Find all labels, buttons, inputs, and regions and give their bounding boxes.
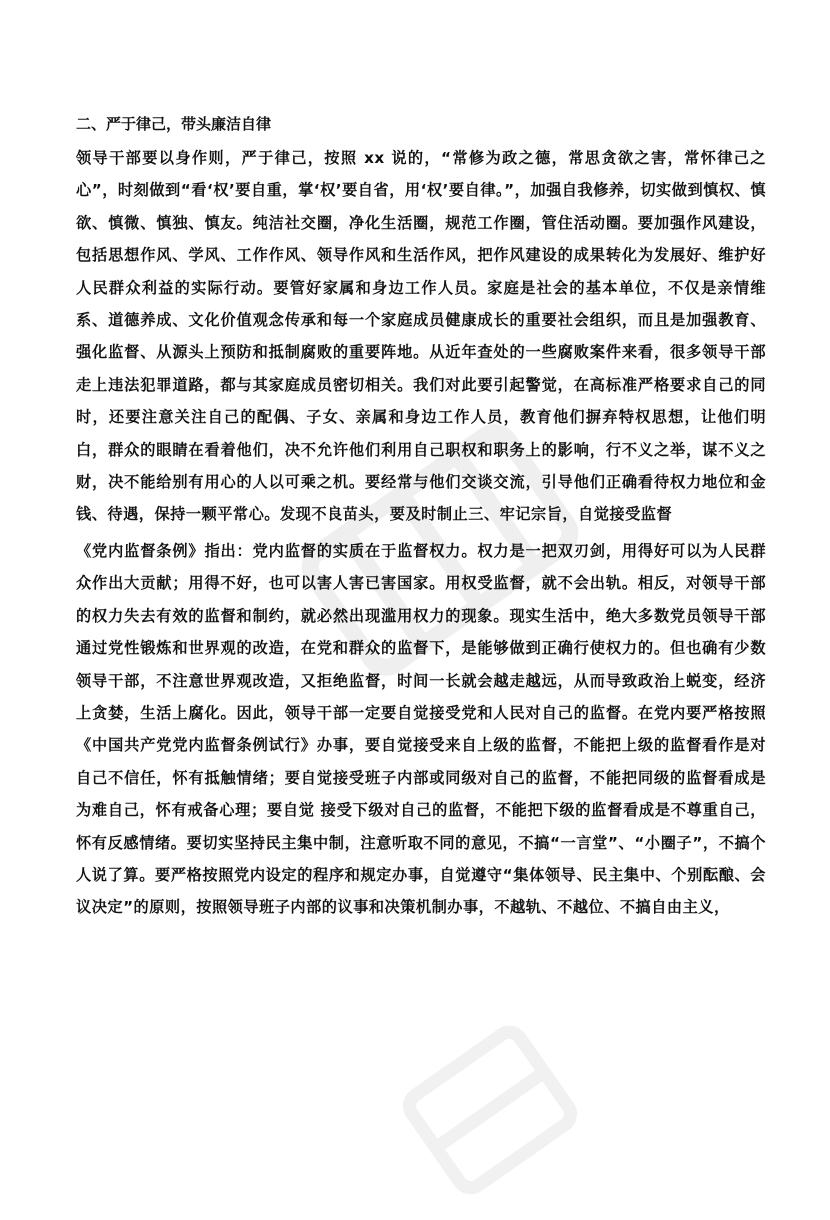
document-body — [76, 108, 766, 924]
body-paragraph-1: 领导干部要以身作则，严于律己，按照 xx 说的，“常修为政之德，常思贪欲之害，常怀律己之心”，时刻做到“看‘权’要自重，掌‘权’要自省，用‘权’要自律。”，加强自我修养，切实做到慎权、慎欲、慎微、慎独、慎友。纯洁社交圈，净化生活圈，规范工作圈，管住活动圈。要加强作风建设，包括思想作风、学风、工作作风、领导作风和生活作风，把作风建设的成果转化为发展好、维护好人民群众利益的实际行动。要管好家属和身边工作人员。家庭是社会的基本单位，不仅是亲情维系、道德养成、文化价值观念传承和每一个家庭成员健康成长的重要社会组织，而且是加强教育、强化监督、从源头上预防和抵制腐败的重要阵地。从近年查处的一些腐败案件来看，很多领导干部走上违法犯罪道路，都与其家庭成员密切相关。我们对此要引起警觉，在高标准严格要求自己的同时，还要注意关注自己的配偶、子女、亲属和身边工作人员，教育他们摒弃特权思想，让他们明白，群众的眼睛在看着他们，决不允许他们利用自己职权和职务上的影响，行不义之举，谋不义之财，决不能给别有用心的人以可乘之机。要经常与他们交谈交流，引导他们正确看待权力地位和金钱、待遇，保持一颗平常心。发现不良苗头，要及时制止三、牢记宗旨，自觉接受监督 — [76, 149, 766, 524]
body-paragraph-2: 《党内监督条例》指出：党内监督的实质在于监督权力。权力是一把双刃剑，用得好可以为人民群众作出大贡献；用得不好，也可以害人害已害国家。用权受监督，就不会出轨。相反，对领导干部的权力失去有效的监督和制约，就必然出现滥用权力的现象。现实生活中，绝大多数党员领导干部通过党性锻炼和世界观的改造，在党和群众的监督下，是能够做到正确行使权力的。但也确有少数领导干部，不注意世界观改造，又拒绝监督，时间一长就会越走越远，从而导致政治上蜕变，经济上贪婪，生活上腐化。因此，领导干部一定要自觉接受党和人民对自己的监督。在党内要严格按照《中国共产党党内监督条例试行》办事，要自觉接受来自上级的监督，不能把上级的监督看作是对自己不信任，怀有抵触情绪；要自觉接受班子内部或同级对自己的监督，不能把同级的监督看成是为难自己，怀有戒备心理；要自觉 接受下级对自己的监督，不能把下级的监督看成是不尊重自己，怀有反感情绪。要切实坚持民主集中制，注意听取不同的意见，不搞“一言堂”、“小圈子”，不搞个人说了算。要严格按照党内设定的程序和规定办事，自觉遵守“集体领导、民主集中、个别酝酿、会议决定”的原则，按照领导班子内部的议事和决策机制办事，不越轨、不越位、不搞自由主义， — [76, 541, 766, 917]
watermark-corner-icon — [380, 1000, 600, 1220]
section-heading: 二、严于律己，带头廉洁自律 — [76, 115, 272, 133]
